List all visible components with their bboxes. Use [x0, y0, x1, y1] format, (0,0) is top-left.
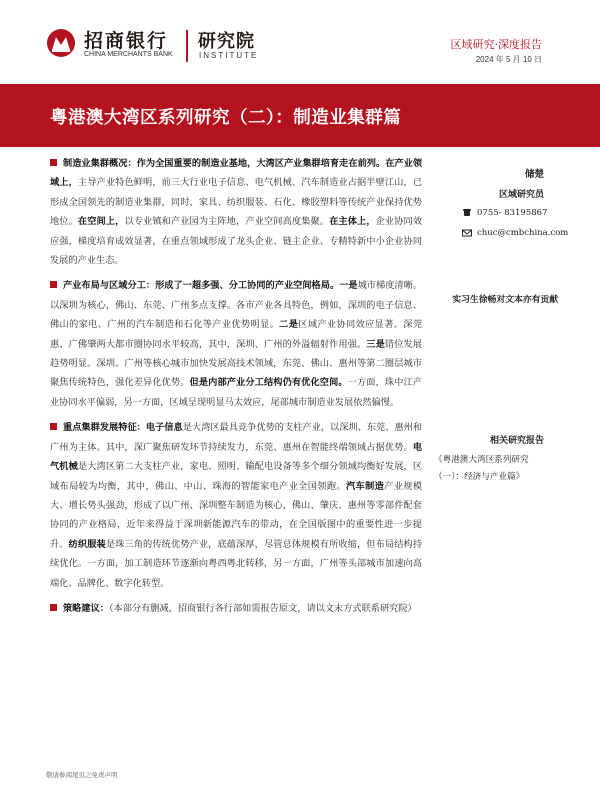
section-lead: 产业布局与区域分工：形成了一超多强、分工协同的产业空间格局。	[63, 280, 340, 292]
body-text: 是大湾区最具竞争优势的支柱产业，以深圳、东莞、惠州和广州为主体。其中，深广聚焦研发环节持续发力，东莞、惠州在智能终端领域占据优势。	[50, 422, 423, 453]
body-text: 以专业镇和产业园为主阵地，产业空间高度集聚。	[124, 216, 330, 228]
body-text: （本部分有删减，招商银行各行部如需报告原文，请以文末方式联系研究院）	[108, 602, 417, 614]
body-text: 一方面，珠中江产业协同水平偏弱，另一方面，区域呈现明显马太效应，尾部城市制造业发展依然偏慢。	[50, 377, 423, 408]
institute-name: 研究院	[198, 31, 255, 52]
cmb-logo-icon	[46, 28, 76, 58]
bank-name: 招商银行	[84, 30, 169, 52]
body-text: 是大湾区第二大支柱产业，家电、照明、输配电设备等多个细分领域均衡好发展，区域布局较为均衡，其中，佛山、中山、珠海的智能家电产业全国领跑。	[50, 461, 423, 492]
emphasis-text: 纺织服装	[68, 538, 106, 550]
summary-section-regional-layout	[50, 276, 422, 412]
emphasis-text: 电气机械	[50, 441, 422, 473]
body-text: 企业协同效应强，梯度培育成效显著，在重点领域形成了龙头企业、链主企业、专精特新中小企业协同发展的产业生态。	[50, 216, 423, 267]
body-text: 产业规模大、增长势头强劲，形成了以广州、深圳整车制造为核心，佛山、肇庆、惠州等零部件配套协同的产业格局，近年来得益于深圳新能源汽车的带动，在全国版图中的重要性进一步提升。	[50, 480, 423, 550]
emphasis-text: 但是内部产业分工结构仍有优化空间。	[189, 377, 348, 389]
section-lead: 重点集群发展特征：	[63, 422, 146, 434]
disclaimer-note: 敬请参阅尾页之免责声明	[46, 771, 118, 779]
body-text: 是珠三角的传统优势产业，底蕴深厚，尽管总体规模有所收缩，但布局结构持续优化。一方面，加工制造环节逐渐向粤西粤北转移，另一方面，广州等头部城市加速向高端化、品牌化、数字化转型。	[50, 538, 423, 589]
summary-section-industry-overview	[50, 154, 422, 270]
analyst-phone	[462, 208, 547, 218]
emphasis-text: 一是	[339, 280, 358, 292]
emphasis-text: 在主体上，	[329, 216, 376, 228]
contributor-note: 实习生徐畅对文本亦有贡献	[452, 295, 558, 305]
header-divider	[186, 30, 188, 62]
section-lead: 策略建议：	[63, 602, 109, 614]
bullet-marker	[50, 423, 57, 430]
bullet-marker	[50, 604, 57, 611]
analyst-email	[462, 228, 568, 238]
emphasis-text: 电子信息	[145, 422, 183, 434]
emphasis-text: 在空间上，	[77, 216, 125, 228]
section-lead: 制造业集群概况：作为全国重要的制造业基地，大湾区产业集群培育走在前列。	[63, 158, 386, 169]
emphasis-text: 三是	[366, 338, 385, 350]
body-text: 区域产业协同效应显著。深莞惠、广佛肇两大都市圈协同水平较高，其中，深圳、广州的外溢辐射作用强。	[50, 319, 423, 350]
emphasis-text: 在产业领域上，	[50, 158, 423, 189]
related-reports-heading: 相关研究报告	[489, 436, 544, 446]
analyst-name: 储楚	[524, 169, 544, 180]
report-date: 2024 年 5 月 10 日	[475, 55, 542, 64]
related-report-link[interactable]: 《粤港澳大湾区系列研究（一）：经济与产业篇》	[434, 455, 529, 482]
body-text: 错位发展趋势明显。深圳、广州等核心城市加快发展高技术领域，东莞、佛山、惠州等第二圈层城市聚焦传统特色，强化差异化优势。	[50, 338, 423, 389]
report-type: 区域研究·深度报告	[450, 38, 542, 51]
body-text: 主导产业特色鲜明，前三大行业电子信息、电气机械、汽车制造业占据半壁江山，已形成全国领先的制造业集群，同时，家具、纺织服装、石化、橡胶塑料等传统产业保持优势地位。	[50, 177, 423, 228]
title-banner	[0, 84, 600, 147]
report-title: 粤港澳大湾区系列研究（二）：制造业集群篇	[50, 108, 402, 128]
report-summary	[50, 154, 422, 624]
emphasis-text: 二是	[279, 319, 299, 331]
email-icon	[462, 228, 472, 238]
phone-number: 0755- 83195867	[477, 208, 548, 218]
emphasis-text: 汽车制造	[345, 480, 385, 492]
bank-name-english: CHINA MERCHANTS BANK	[84, 51, 173, 58]
bullet-marker	[50, 281, 57, 288]
body-text: 城市梯度清晰。以深圳为核心，佛山、东莞、广州多点支撑。各市产业各具特色，例如，深圳的电子信息、佛山的家电、广州的汽车制造和石化等产业优势明显。	[50, 280, 423, 331]
summary-section-strategy	[50, 599, 422, 618]
analyst-role: 区域研究员	[498, 190, 544, 200]
email-address[interactable]: chuc@cmbchina.com	[477, 228, 569, 238]
institute-name-english: INSTITUTE	[199, 51, 259, 60]
bullet-marker	[50, 159, 57, 166]
summary-section-key-clusters	[50, 418, 422, 593]
phone-icon	[462, 208, 472, 218]
